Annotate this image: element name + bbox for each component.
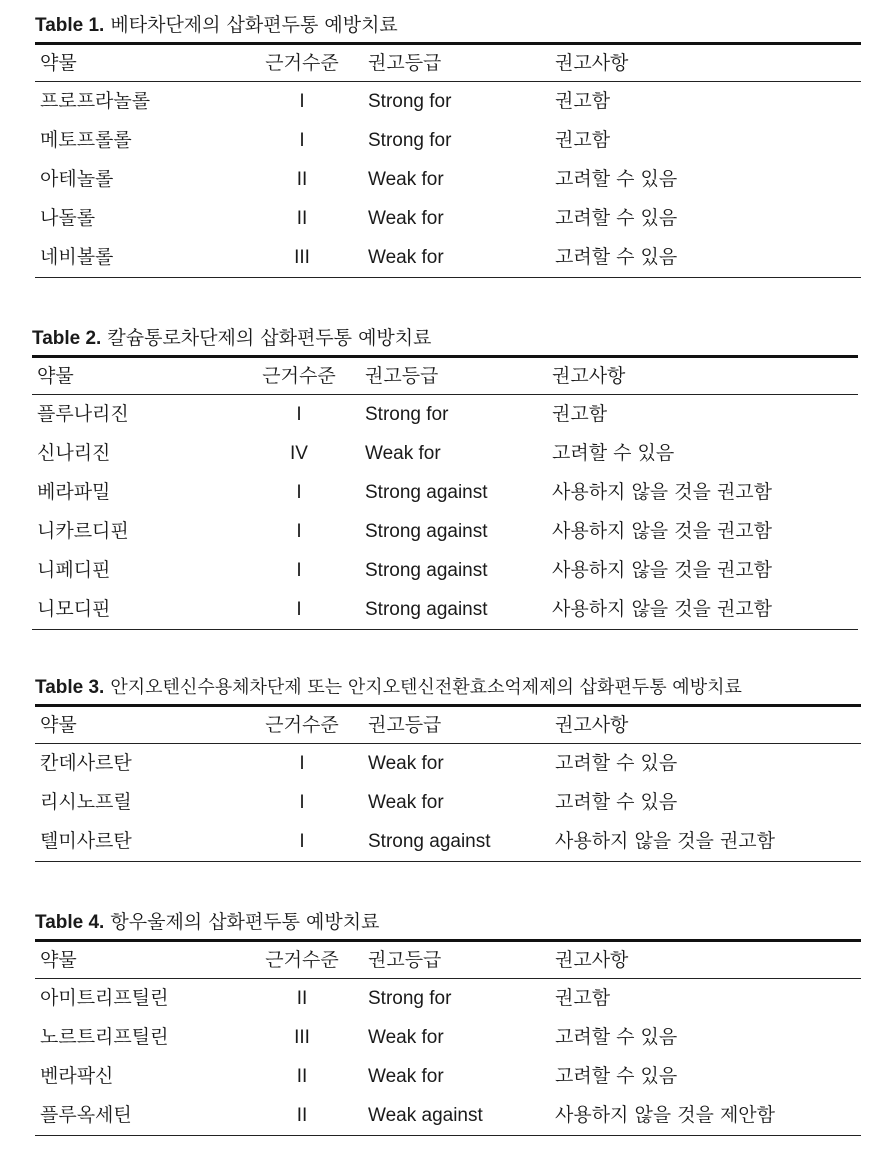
grade-cell: Weak for [368,169,444,190]
grade-cell: Weak for [368,208,444,229]
drug-cell: 니카르디핀 [37,520,129,542]
recommendation-cell: 고려할 수 있음 [555,791,678,813]
grade-cell: Strong for [368,130,452,151]
drug-cell: 플루나리진 [37,403,129,425]
grade-cell: Weak for [368,1066,444,1087]
table-row [32,434,858,473]
table-row [35,121,861,160]
drug-cell: 네비볼롤 [40,246,114,268]
header-grade: 권고등급 [368,714,442,736]
evidence-cell: I [296,560,302,581]
evidence-cell: II [296,988,308,1009]
grade-cell: Weak for [368,247,444,268]
recommendation-cell: 사용하지 않을 것을 제안함 [555,1104,776,1126]
table-label: Table 2. [32,328,102,349]
table-row [32,473,858,512]
drug-cell: 칸데사르탄 [40,752,132,774]
table-label: Table 4. [35,912,105,933]
header-drug: 약물 [40,949,77,971]
evidence-cell: I [296,482,302,503]
recommendation-cell: 권고함 [555,90,611,112]
evidence-cell: III [294,1027,310,1048]
grade-cell: Weak for [368,792,444,813]
evidence-cell: I [299,831,305,852]
evidence-cell: IV [290,443,308,464]
header-recommendation: 권고사항 [555,52,629,74]
drug-cell: 리시노프릴 [40,791,132,813]
bottom-rule [32,629,858,630]
recommendation-cell: 사용하지 않을 것을 권고함 [552,481,773,503]
table-row [35,979,861,1018]
header-drug: 약물 [40,52,77,74]
recommendation-cell: 고려할 수 있음 [555,168,678,190]
header-grade: 권고등급 [368,52,442,74]
table-3 [35,670,861,862]
table-row [35,1057,861,1096]
evidence-cell: II [296,1105,308,1126]
table-label: Table 1. [35,15,105,36]
recommendation-cell: 사용하지 않을 것을 권고함 [552,598,773,620]
table-row [32,512,858,551]
drug-cell: 벤라팍신 [40,1065,114,1087]
grade-cell: Weak for [368,753,444,774]
grade-cell: Weak for [368,1027,444,1048]
header-grade: 권고등급 [368,949,442,971]
evidence-cell: I [299,753,305,774]
recommendation-cell: 고려할 수 있음 [555,1026,678,1048]
table-label: Table 3. [35,677,105,698]
table-row [35,822,861,861]
evidence-cell: I [296,404,302,425]
grade-cell: Strong against [365,599,488,620]
recommendation-cell: 고려할 수 있음 [555,207,678,229]
header-recommendation: 권고사항 [555,714,629,736]
recommendation-cell: 고려할 수 있음 [555,752,678,774]
evidence-cell: I [296,521,302,542]
grade-cell: Strong against [368,831,491,852]
table-caption [32,321,858,355]
recommendation-cell: 권고함 [555,987,611,1009]
evidence-cell: II [296,208,308,229]
evidence-cell: II [296,169,308,190]
table-row [35,82,861,121]
table-4 [35,905,861,1136]
header-row [35,707,861,744]
evidence-cell: III [294,247,310,268]
header-evidence: 근거수준 [262,365,336,387]
drug-cell: 플루옥세틴 [40,1104,132,1126]
drug-cell: 텔미사르탄 [40,830,132,852]
table-row [32,395,858,434]
table-caption [35,905,861,939]
bottom-rule [35,1135,861,1136]
grade-cell: Strong for [365,404,449,425]
drug-cell: 신나리진 [37,442,111,464]
table-caption [35,8,861,42]
drug-cell: 메토프롤롤 [40,129,132,151]
recommendation-cell: 사용하지 않을 것을 권고함 [555,830,776,852]
recommendation-cell: 사용하지 않을 것을 권고함 [552,520,773,542]
evidence-cell: I [299,792,305,813]
recommendation-cell: 고려할 수 있음 [552,442,675,464]
header-drug: 약물 [37,365,74,387]
bottom-rule [35,277,861,278]
evidence-cell: I [299,91,305,112]
drug-cell: 니페디핀 [37,559,111,581]
table-caption [35,670,861,704]
drug-cell: 아테놀롤 [40,168,114,190]
grade-cell: Strong for [368,988,452,1009]
recommendation-cell: 고려할 수 있음 [555,246,678,268]
header-row [35,942,861,979]
grade-cell: Strong against [365,521,488,542]
recommendation-cell: 권고함 [555,129,611,151]
evidence-cell: II [296,1066,308,1087]
header-recommendation: 권고사항 [552,365,626,387]
evidence-cell: I [296,599,302,620]
header-row [35,45,861,82]
recommendation-cell: 사용하지 않을 것을 권고함 [552,559,773,581]
table-title: 항우울제의 삽화편두통 예방치료 [110,911,380,933]
table-2 [32,321,858,630]
grade-cell: Strong for [368,91,452,112]
table-row [35,744,861,783]
table-title: 칼슘통로차단제의 삽화편두통 예방치료 [107,327,432,349]
header-evidence: 근거수준 [265,714,339,736]
table-row [35,1018,861,1057]
bottom-rule [35,861,861,862]
header-evidence: 근거수준 [265,52,339,74]
table-title: 베타차단제의 삽화편두통 예방치료 [110,14,398,36]
drug-cell: 니모디핀 [37,598,111,620]
drug-cell: 노르트리프틸린 [40,1026,169,1048]
table-row [35,1096,861,1135]
recommendation-cell: 고려할 수 있음 [555,1065,678,1087]
drug-cell: 베라파밀 [37,481,111,503]
header-drug: 약물 [40,714,77,736]
drug-cell: 나돌롤 [40,207,96,229]
drug-cell: 아미트리프틸린 [40,987,169,1009]
table-row [35,160,861,199]
table-row [35,783,861,822]
grade-cell: Weak against [368,1105,483,1126]
header-recommendation: 권고사항 [555,949,629,971]
header-row [32,358,858,395]
table-row [32,590,858,629]
drug-cell: 프로프라놀롤 [40,90,151,112]
header-grade: 권고등급 [365,365,439,387]
grade-cell: Strong against [365,560,488,581]
evidence-cell: I [299,130,305,151]
table-row [35,238,861,277]
table-row [32,551,858,590]
recommendation-cell: 권고함 [552,403,608,425]
table-title: 안지오텐신수용체차단제 또는 안지오텐신전환효소억제제의 삽화편두통 예방치료 [110,677,742,698]
grade-cell: Strong against [365,482,488,503]
grade-cell: Weak for [365,443,441,464]
table-1 [35,8,861,278]
header-evidence: 근거수준 [265,949,339,971]
table-row [35,199,861,238]
